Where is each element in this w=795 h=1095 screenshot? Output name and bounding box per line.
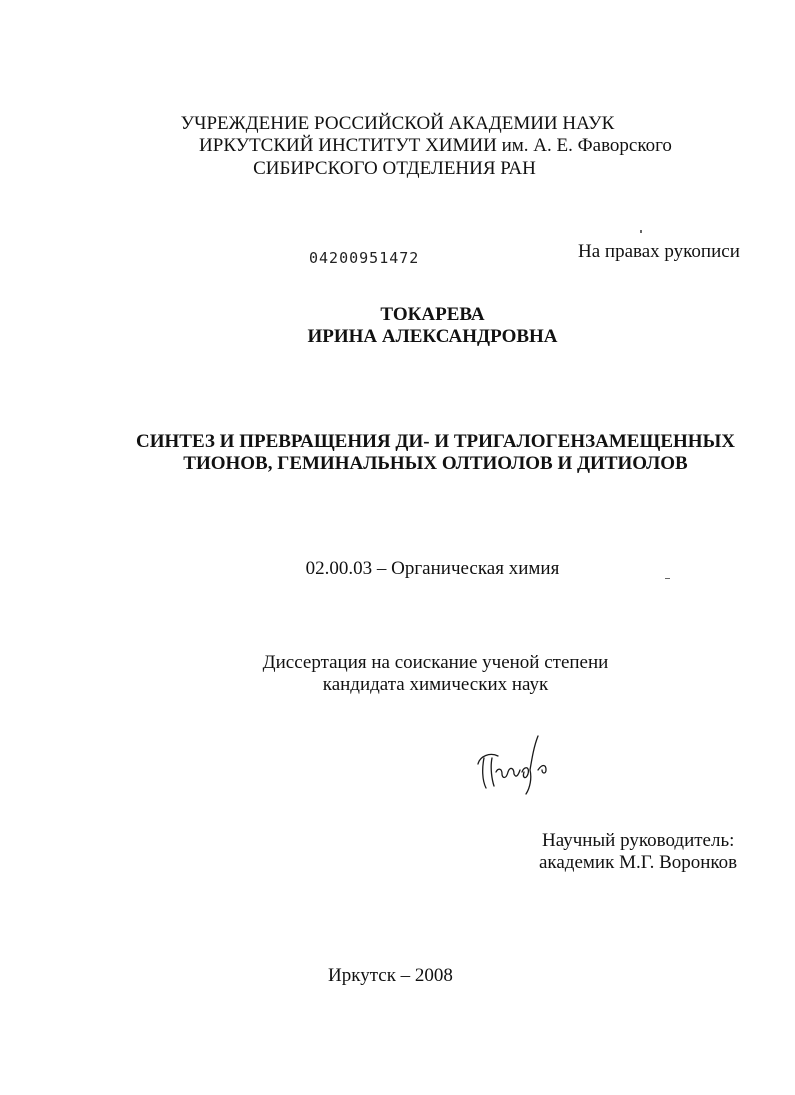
catalog-number: 04200951472 [309, 249, 420, 267]
degree-line-1: Диссертация на соискание ученой степени [262, 652, 609, 673]
institution-line-1: УЧРЕЖДЕНИЕ РОССИЙСКОЙ АКАДЕМИИ НАУК [180, 113, 615, 134]
city-year: Иркутск – 2008 [328, 965, 453, 986]
advisor-name: академик М.Г. Воронков [539, 852, 738, 873]
institution-line-3: СИБИРСКОГО ОТДЕЛЕНИЯ РАН [253, 158, 536, 179]
advisor-label: Научный руководитель: [542, 830, 735, 851]
author-surname: ТОКАРЕВА [380, 304, 485, 325]
degree-line-2: кандидата химических наук [322, 674, 549, 695]
scan-speck [665, 578, 670, 579]
institution-line-2: ИРКУТСКИЙ ИНСТИТУТ ХИМИИ им. А. Е. Фаворского [199, 135, 672, 156]
author-given-names: ИРИНА АЛЕКСАНДРОВНА [307, 326, 558, 347]
dissertation-title-line-1: СИНТЕЗ И ПРЕВРАЩЕНИЯ ДИ- И ТРИГАЛОГЕНЗАМЕЩЕННЫХ [136, 431, 735, 452]
scan-speck [640, 230, 642, 233]
specialty-code: 02.00.03 – Органическая химия [305, 558, 560, 579]
dissertation-title-line-2: ТИОНОВ, ГЕМИНАЛЬНЫХ ОЛТИОЛОВ И ДИТИОЛОВ [183, 453, 688, 474]
manuscript-note: На правах рукописи [578, 241, 740, 262]
author-signature [472, 728, 562, 798]
